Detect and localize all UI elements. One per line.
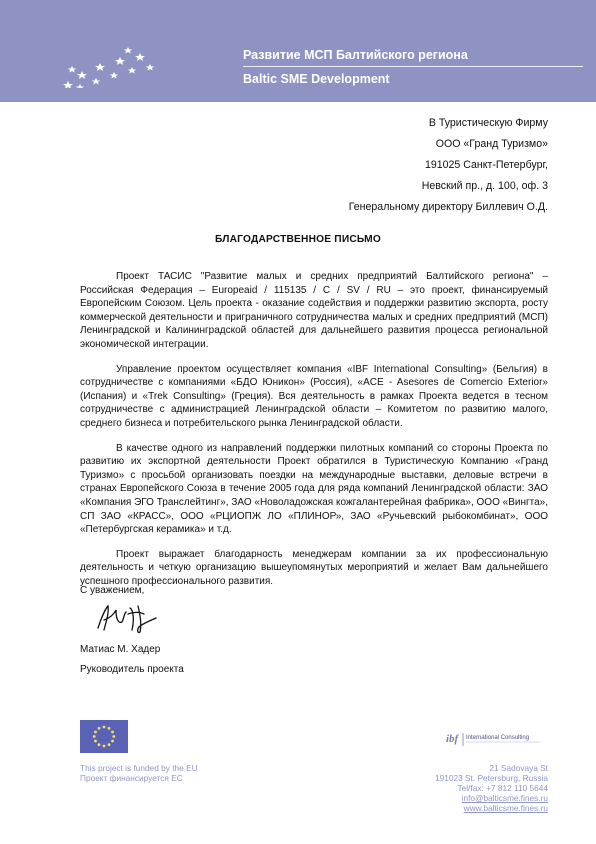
eu-flag-stars-icon [80,720,128,753]
footer-contacts [435,763,548,813]
paragraph-1: Проект ТАСИС "Развитие малых и средних предприятий Балтийского региона" – Российская Федерация – Europeaid / 115135 / C / SV / RU – это проект, финансируемый Европейским Союзом. Цель проекта - оказание содействия и поддержки развитию экспорта, росту коммерческой деятельности и приграничного сотрудничества малых и средних предприятий (МСП) Ленинградской и Калининградской областей для дальнейшего развития процесса региональной экономической интеграции. [80,271,548,350]
addressee-line-2: ООО «Гранд Туризмо» [435,138,548,150]
handwritten-signature [94,600,164,636]
svg-text:ibf: ibf [446,733,459,745]
letter-title: БЛАГОДАРСТВЕННОЕ ПИСЬМО [215,234,381,245]
header-title-en: Baltic SME Development [243,72,390,86]
eu-flag-icon [80,720,128,753]
footer-phone: Tel/fax: +7 812 110 5644 [457,783,548,793]
footer-funded-ru: Проект финансируется ЕС [80,773,183,783]
letterhead-banner [0,0,596,102]
addressee-line-5: Генеральному директору Биллевич О.Д. [348,201,548,213]
addressee-line-3: 191025 Санкт-Петербург, [424,159,548,171]
paragraph-2: Управление проектом осуществляет компания «IBF International Consulting» (Бельгия) в сотрудничестве с компаниями «БДО Юникон» (Россия), «ACE - Asesores de Comercio Exterior» (Испания) и «Trek Consulting» (Греция). Вся деятельность в рамках Проекта ведется в тесном сотрудничестве с администрацией Ленинградской области – Комитетом по развитию малого, среднего бизнеса и потребительского рынка Ленинградской области. [80,363,548,429]
header-title-ru: Развитие МСП Балтийского региона [243,48,468,62]
paragraph-4: Проект выражает благодарность менеджерам компании за их профессиональную деятельность и четкую организацию вышеупомянутых мероприятий и желает Вам дальнейшего успешного профессионального развития. [80,548,548,587]
ibf-logo-text: International Consulting [466,735,530,741]
footer-street: 21 Sadovaya St [489,763,548,773]
addressee-line-1: В Туристическую Фирму [428,117,548,129]
footer-website-link[interactable]: www.balticsme.fines.ru [463,803,548,813]
footer-city: 191023 St. Petersburg, Russia [435,773,548,783]
paragraph-3: В качестве одного из направлений поддержки пилотных компаний со стороны Проекта по развитию их экспортной деятельности Проект обратился в Туристическую Компанию «Гранд Туризмо» с просьбой организовать поездки на международные выставки, деловые встречи в странах Европейского Союза в течение 2005 года для ряда компаний Ленинградской области: ЗАО «Компания ЭГО Транслейтинг», ЗАО «Новоладожская кожгалантерейная фабрика», ООО «Вингта», СП ЗАО «КРАСС», ООО «РЦИОПЖ ЛО «ПЛИНОР», ЗАО «Ручьевский рыбокомбинат», ООО «Петербургская керамика» и т.д. [80,442,548,536]
footer-email-link[interactable]: info@balticsme.fines.ru [461,793,548,803]
letter-body [80,270,548,599]
closing-line: С уважением, [80,585,145,596]
footer-left [80,763,198,783]
footer-funded-en: This project is funded by the EU [80,763,198,773]
addressee-block [349,113,548,218]
eu-stars-icon [60,40,160,88]
signer-name: Матиас М. Хадер [80,644,161,655]
header-divider [243,66,583,67]
addressee-line-4: Невский пр., д. 100, оф. 3 [421,180,548,192]
signer-role: Руководитель проекта [80,664,184,675]
ibf-logo [446,729,544,749]
